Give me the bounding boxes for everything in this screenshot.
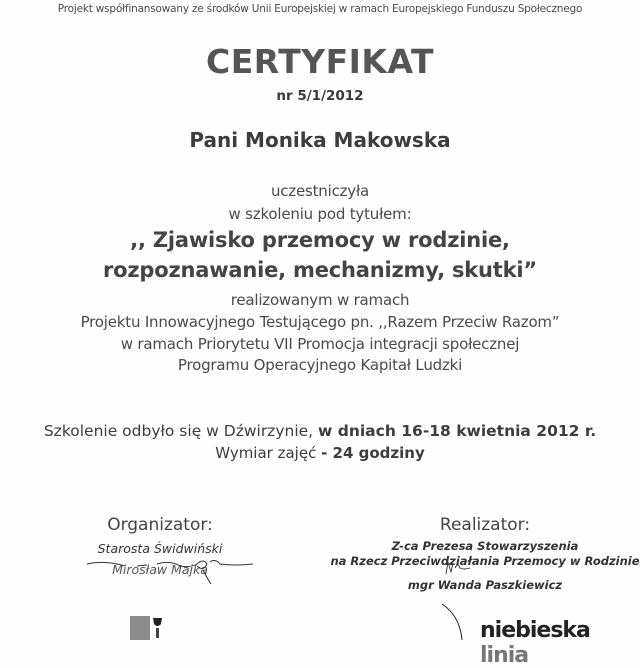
location-text: Szkolenie odbyło się w Dźwirzynie, [43, 422, 319, 440]
funding-note: Projekt współfinansowany ze środków Unii Europejskiej w ramach Europejskiego Funduszu Społecznego [57, 3, 583, 15]
organizer-signature [85, 558, 255, 588]
organizer-label: Organizator: [107, 515, 213, 535]
training-location-dates [0, 422, 640, 440]
organizer-person: Mirosław Majka [112, 562, 208, 577]
hours-label: Wymiar zajęć [215, 444, 322, 462]
niebieska-linia-logo: niebieska linia [480, 618, 590, 668]
program-line: Programu Operacyjnego Kapitał Ludzki [177, 356, 463, 374]
participated-text: uczestniczyła [270, 182, 370, 200]
realizer-person: mgr Wanda Paszkiewicz [407, 578, 563, 592]
hours-value: - 24 godziny [321, 444, 425, 462]
realizer-label: Realizator: [439, 515, 531, 535]
course-title-line1: ,, Zjawisko przemocy w rodzinie, [130, 228, 510, 252]
course-title-line2: rozpoznawanie, mechanizmy, skutki” [103, 258, 537, 282]
dates-text: w dniach 16-18 kwietnia 2012 r. [318, 422, 597, 440]
county-coat-of-arms-logo [130, 616, 164, 640]
project-line: Projektu Innowacyjnego Testującego pn. ,,Razem Przeciw Razom” [80, 313, 560, 331]
realizer-role-line1: Z-ca Prezesa Stowarzyszenia [391, 539, 579, 553]
realized-in-text: realizowanym w ramach [230, 291, 410, 309]
organizer-role: Starosta Świdwiński [97, 541, 223, 556]
recipient-name: Pani Monika Makowska [189, 128, 451, 152]
training-hours [0, 444, 640, 462]
certificate-title: CERTYFIKAT [206, 42, 434, 81]
priority-line: w ramach Priorytetu VII Promocja integracji społecznej [120, 335, 520, 353]
realizer-role-line2: na Rzecz Przeciwdziałania Przemocy w Rodzinie [330, 554, 640, 568]
training-intro: w szkoleniu pod tytułem: [228, 205, 412, 223]
certificate-number: nr 5/1/2012 [276, 88, 364, 104]
